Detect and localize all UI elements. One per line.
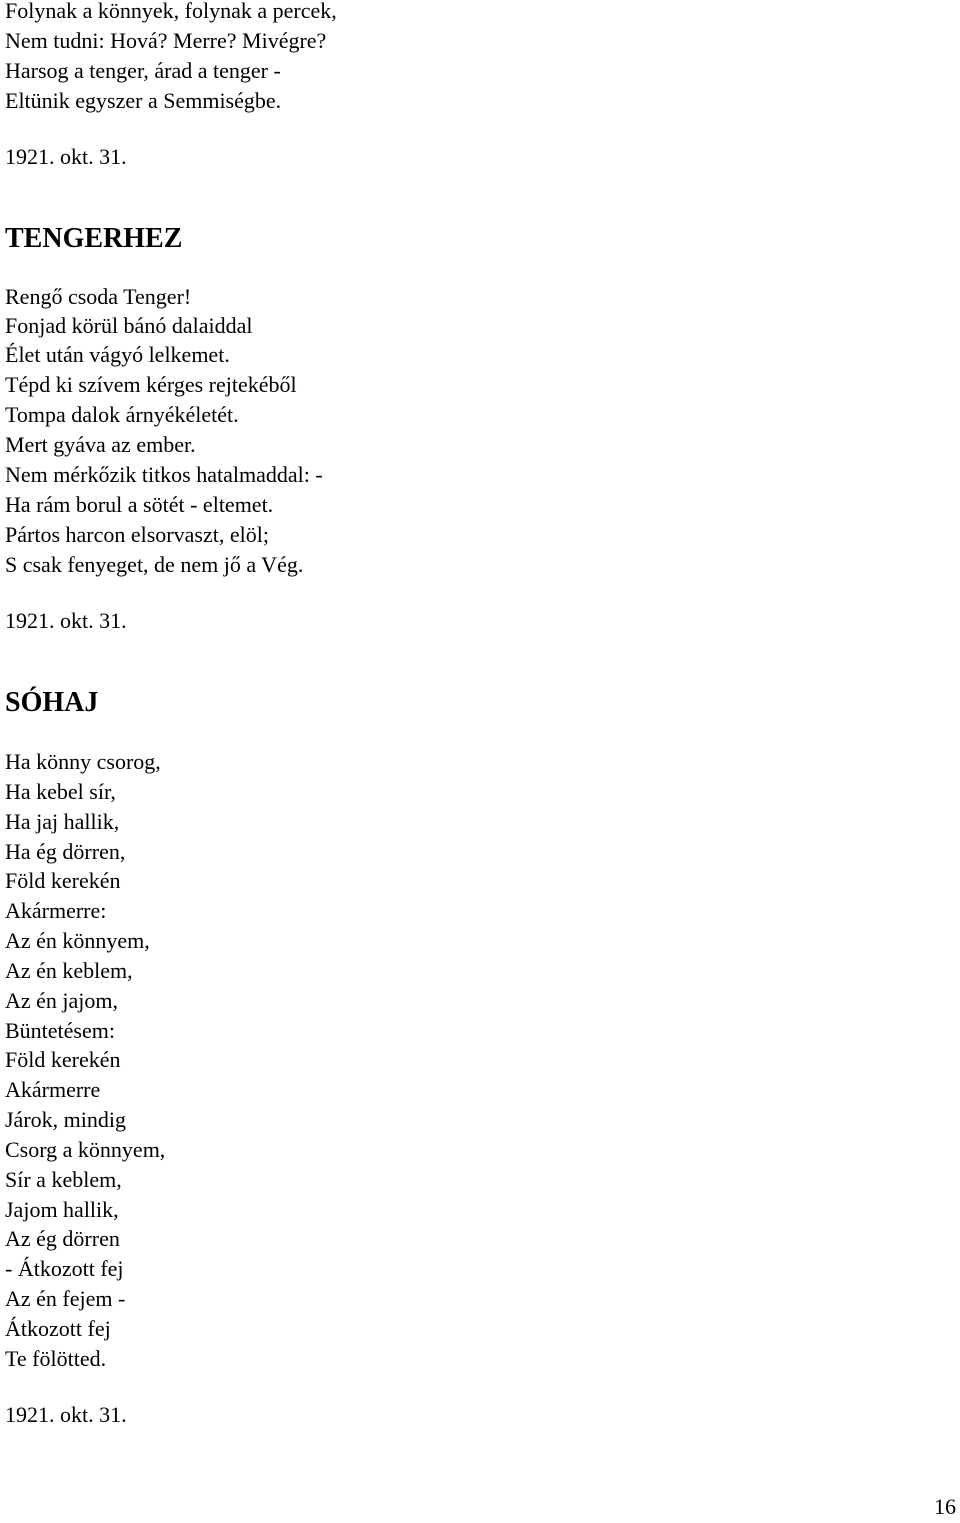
- poem1-line: Eltünik egyszer a Semmiségbe.: [5, 88, 282, 113]
- page-number: 16: [934, 1494, 956, 1519]
- poem2-line: Élet után vágyó lelkemet.: [5, 342, 230, 367]
- poem3-line: Föld kerekén: [5, 868, 121, 893]
- poem2-title: TENGERHEZ: [5, 223, 183, 254]
- poem3-line: Te fölötted.: [5, 1346, 107, 1371]
- poem3-line: Az én jajom,: [5, 988, 119, 1013]
- poem3-line: - Átkozott fej: [5, 1256, 124, 1281]
- poem1-line: Nem tudni: Hová? Merre? Mivégre?: [5, 28, 327, 53]
- poem2-line: Pártos harcon elsorvaszt, elöl;: [5, 522, 269, 547]
- poem3-line: Ha könny csorog,: [5, 749, 161, 774]
- poem3-line: Az én könnyem,: [5, 928, 150, 953]
- poem3-line: Járok, mindig: [5, 1107, 126, 1132]
- poem3-line: Csorg a könnyem,: [5, 1137, 166, 1162]
- poem3-line: Büntetésem:: [5, 1018, 115, 1043]
- poem2-line: Rengő csoda Tenger!: [5, 284, 192, 309]
- poem3-line: Az én keblem,: [5, 958, 133, 983]
- poem1-date: 1921. okt. 31.: [5, 144, 127, 169]
- poem2-line: Mert gyáva az ember.: [5, 432, 196, 457]
- poem3-line: Ha kebel sír,: [5, 779, 116, 804]
- poem3-line: Ha ég dörren,: [5, 839, 126, 864]
- poem2-line: Fonjad körül bánó dalaiddal: [5, 313, 253, 338]
- poem1-line: Harsog a tenger, árad a tenger -: [5, 58, 281, 83]
- poem3-title: SÓHAJ: [5, 687, 99, 718]
- poem1-line: Folynak a könnyek, folynak a percek,: [5, 0, 337, 23]
- poem3-line: Akármerre:: [5, 898, 107, 923]
- poem3-line: Az ég dörren: [5, 1226, 120, 1251]
- poem2-line: Tépd ki szívem kérges rejtekéből: [5, 372, 297, 397]
- poem3-line: Sír a keblem,: [5, 1167, 122, 1192]
- poem3-line: Ha jaj hallik,: [5, 809, 120, 834]
- poem2-line: S csak fenyeget, de nem jő a Vég.: [5, 552, 304, 577]
- poem3-line: Jajom hallik,: [5, 1197, 119, 1222]
- poem3-line: Föld kerekén: [5, 1047, 121, 1072]
- poem3-line: Átkozott fej: [5, 1316, 111, 1341]
- poem3-line: Az én fejem -: [5, 1286, 126, 1311]
- poem2-date: 1921. okt. 31.: [5, 608, 127, 633]
- poem2-line: Tompa dalok árnyékéletét.: [5, 402, 239, 427]
- poem2-line: Nem mérkőzik titkos hatalmaddal: -: [5, 462, 323, 487]
- poem3-date: 1921. okt. 31.: [5, 1402, 127, 1427]
- poem3-line: Akármerre: [5, 1077, 101, 1102]
- poem2-line: Ha rám borul a sötét - eltemet.: [5, 492, 274, 517]
